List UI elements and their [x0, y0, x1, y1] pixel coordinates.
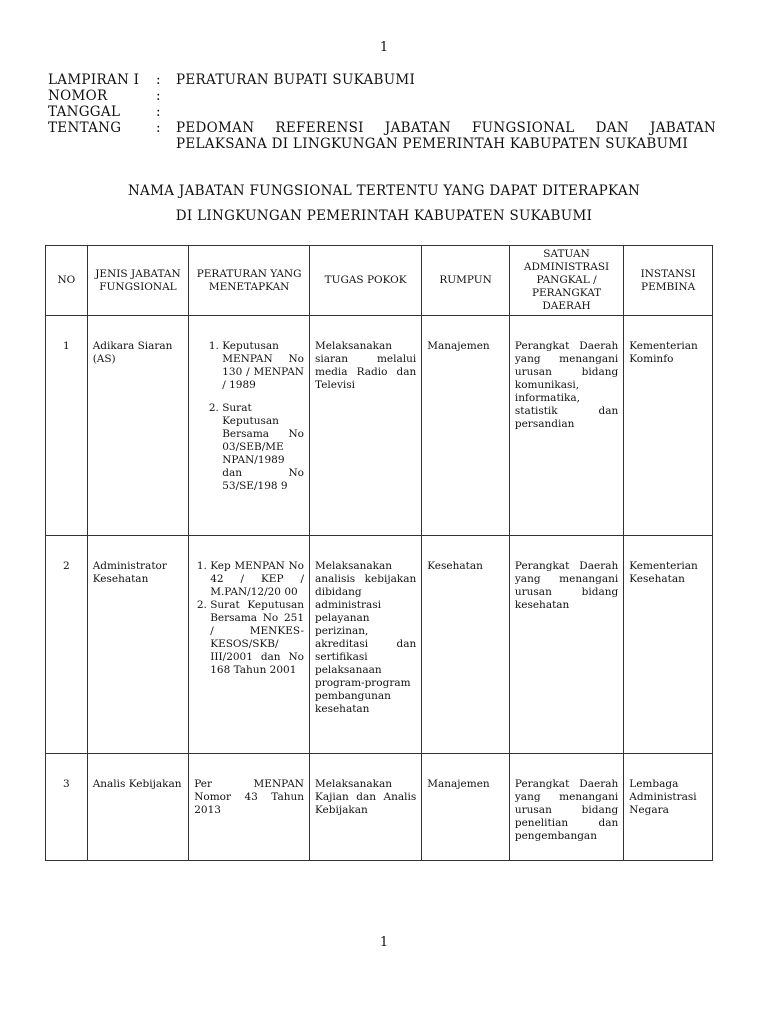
cell-jenis: Analis Kebijakan — [87, 754, 189, 861]
document-header — [48, 72, 716, 152]
document-title-line-2: DI LINGKUNGAN PEMERINTAH KABUPATEN SUKABUMI — [175, 208, 593, 224]
header-satuan: SATUAN ADMINISTRASI PANGKAL / PERANGKAT DAERAH — [509, 246, 623, 316]
cell-no: 1 — [46, 316, 88, 536]
cell-instansi: Kementerian Kesehatan — [624, 536, 713, 754]
header-rumpun: RUMPUN — [422, 246, 510, 316]
cell-tugas: Melaksanakan siaran melalui media Radio dan Televisi — [310, 316, 422, 536]
table-row — [46, 754, 713, 861]
tanggal-label: TANGGAL — [48, 104, 121, 120]
cell-satuan: Perangkat Daerah yang menangani urusan bidang kesehatan — [509, 536, 623, 754]
cell-jenis: Adikara Siaran (AS) — [87, 316, 189, 536]
cell-satuan: Perangkat Daerah yang menangani urusan bidang komunikasi, informatika, statistik dan persandian — [509, 316, 623, 536]
tentang-line-2: PELAKSANA DI LINGKUNGAN PEMERINTAH KABUPATEN SUKABUMI — [176, 136, 689, 152]
cell-rumpun: Manajemen — [422, 754, 510, 861]
table-row — [46, 316, 713, 536]
table-header-row — [46, 246, 713, 316]
cell-peraturan: Per MENPAN Nomor 43 Tahun 2013 — [189, 754, 310, 861]
cell-instansi: Kementerian Kominfo — [624, 316, 713, 536]
lampiran-value: PERATURAN BUPATI SUKABUMI — [176, 72, 416, 88]
cell-rumpun: Kesehatan — [422, 536, 510, 754]
colon: : — [156, 104, 161, 120]
peraturan-item: 2. Surat Keputusan Bersama No 251 / MENKES-KESOS/SKB/ III/2001 dan No 168 Tahun 2001 — [210, 599, 304, 677]
cell-jenis: Administrator Kesehatan — [87, 536, 189, 754]
colon: : — [156, 88, 161, 104]
jabatan-table — [45, 245, 713, 861]
cell-peraturan — [189, 316, 310, 536]
cell-tugas: Melaksanakan Kajian dan Analis Kebijakan — [310, 754, 422, 861]
document-title-line-1: NAMA JABATAN FUNGSIONAL TERTENTU YANG DAPAT DITERAPKAN — [127, 183, 641, 199]
header-tugas: TUGAS POKOK — [310, 246, 422, 316]
cell-no: 3 — [46, 754, 88, 861]
header-instansi: INSTANSI PEMBINA — [624, 246, 713, 316]
peraturan-list — [194, 560, 304, 677]
header-row-tentang — [48, 120, 716, 136]
peraturan-item: 2. Surat Keputusan Bersama No 03/SEB/ME NPAN/1989 dan No 53/SE/198 9 — [222, 402, 304, 493]
colon: : — [156, 120, 161, 136]
colon: : — [156, 72, 161, 88]
lampiran-label: LAMPIRAN I — [48, 72, 140, 88]
header-row-nomor — [48, 88, 716, 104]
peraturan-item: 1. Keputusan MENPAN No 130 / MENPAN / 1989 — [222, 340, 304, 392]
nomor-value — [176, 88, 716, 104]
nomor-label: NOMOR — [48, 88, 108, 104]
peraturan-item: 1. Kep MENPAN No 42 / KEP / M.PAN/12/20 00 — [210, 560, 304, 599]
header-row-tanggal — [48, 104, 716, 120]
table-row — [46, 536, 713, 754]
tentang-line-1: PEDOMAN REFERENSI JABATAN FUNGSIONAL DAN JABATAN — [176, 120, 716, 136]
page-number-top: 1 — [379, 40, 389, 55]
cell-peraturan — [189, 536, 310, 754]
cell-tugas: Melaksanakan analisis kebijakan dibidang administrasi pelayanan perizinan, akreditasi dan sertifikasi pelaksanaan program-program pembangunan kesehatan — [310, 536, 422, 754]
page-number-bottom: 1 — [379, 935, 389, 950]
header-row-lampiran — [48, 72, 716, 88]
cell-satuan: Perangkat Daerah yang menangani urusan bidang penelitian dan pengembangan — [509, 754, 623, 861]
header-no: NO — [46, 246, 88, 316]
cell-no: 2 — [46, 536, 88, 754]
peraturan-list — [194, 340, 304, 493]
header-jenis: JENIS JABATAN FUNGSIONAL — [87, 246, 189, 316]
header-row-tentang-cont — [48, 136, 716, 152]
tentang-label: TENTANG — [48, 120, 122, 136]
header-peraturan: PERATURAN YANG MENETAPKAN — [189, 246, 310, 316]
cell-instansi: Lembaga Administrasi Negara — [624, 754, 713, 861]
cell-rumpun: Manajemen — [422, 316, 510, 536]
tanggal-value — [176, 104, 716, 120]
